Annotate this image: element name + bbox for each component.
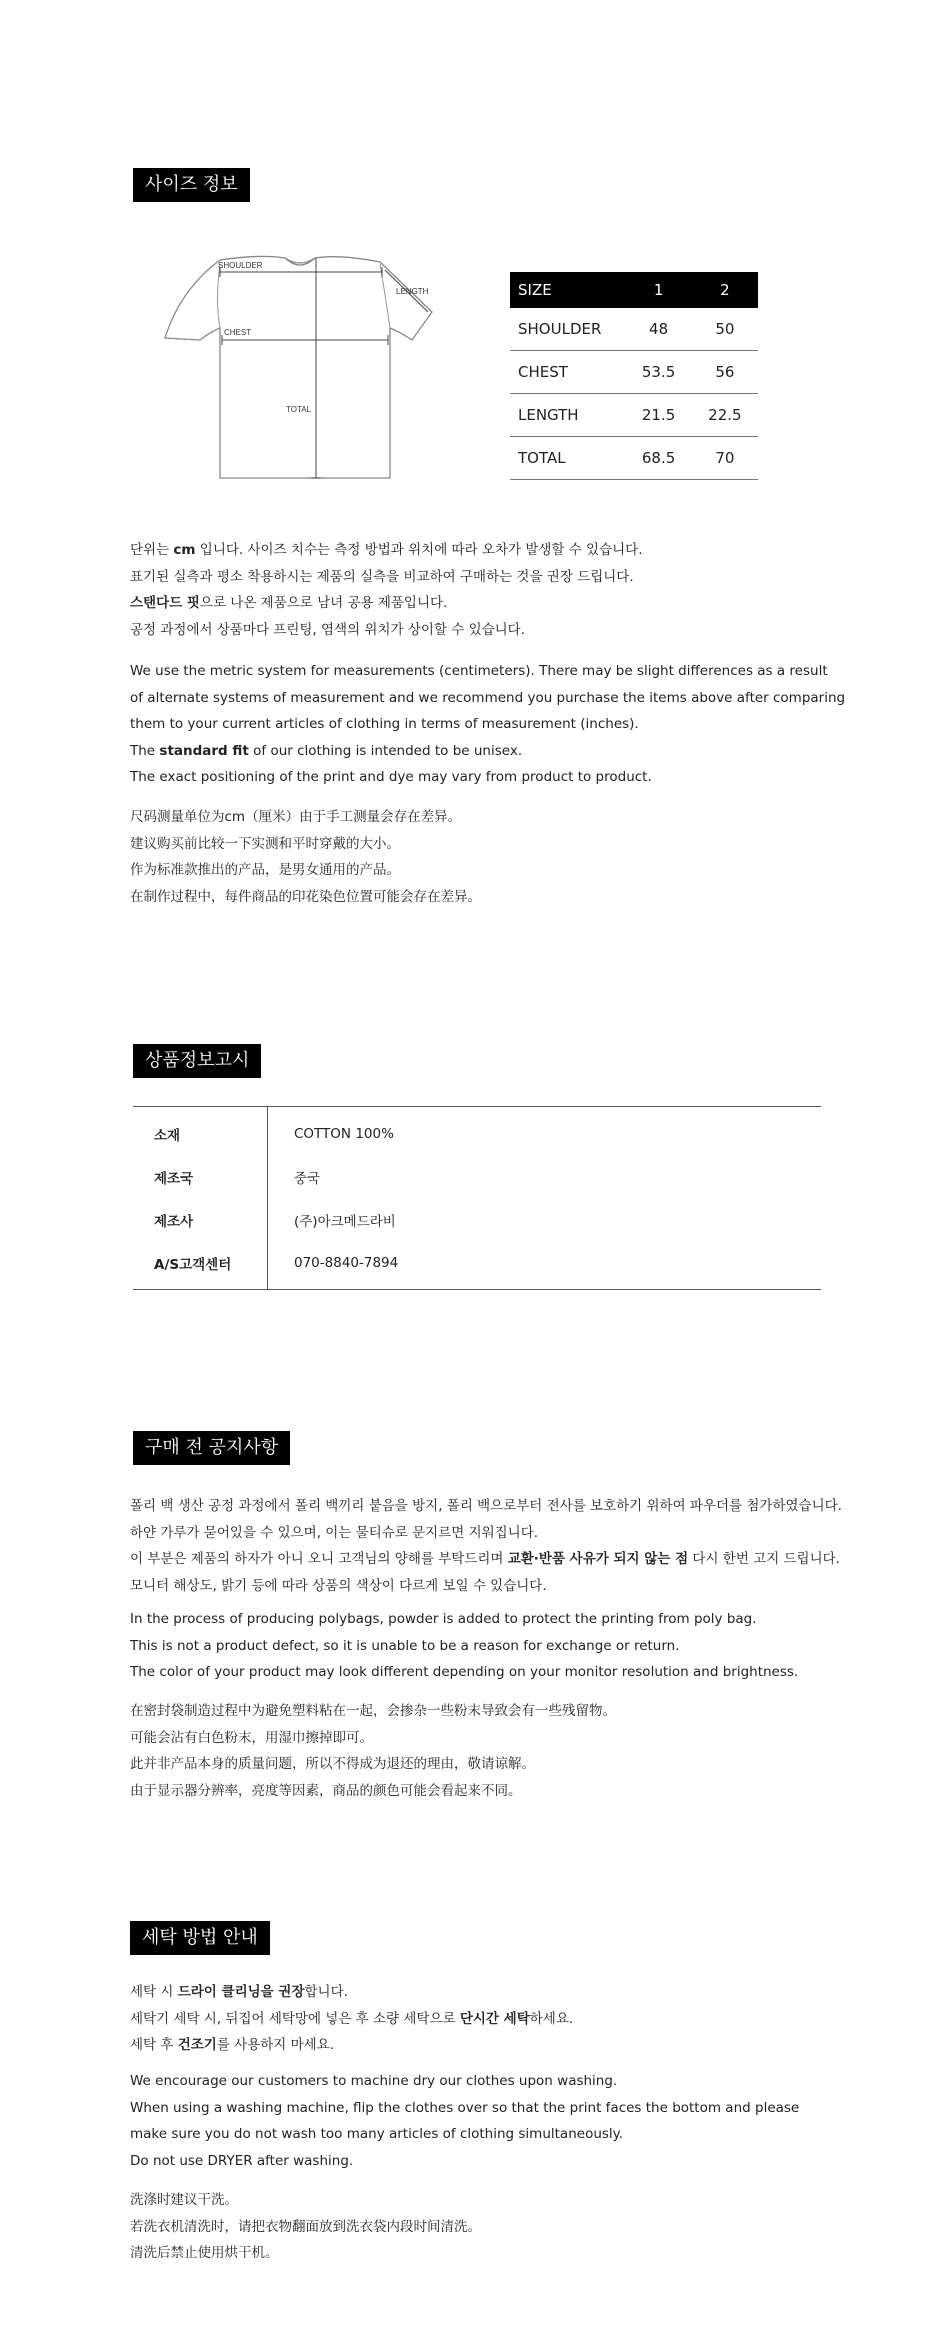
table-cell: 48: [625, 308, 691, 351]
washing-notes-en: [130, 2068, 799, 2174]
size-notes-en: [130, 658, 845, 791]
note-line: We use the metric system for measurements (centimeters). There may be slight differences as a result: [130, 663, 828, 679]
note-line: Do not use DRYER after washing.: [130, 2152, 354, 2169]
note-line: 표기된 실측과 평소 착용하시는 제품의 실측을 비교하여 구매하는 것을 권장 드립니다.: [130, 568, 634, 585]
note-line: 在密封袋制造过程中为避免塑料粘在一起，会掺杂一些粉末导致会有一些残留物。: [130, 1703, 616, 1719]
table-row: [133, 1241, 821, 1290]
note-line: 尺码测量单位为cm（厘米）由于手工测量会存在差异。: [130, 809, 462, 825]
table-cell: 68.5: [625, 437, 691, 480]
note-line: 모니터 해상도, 밝기 등에 따라 상품의 색상이 다르게 보일 수 있습니다.: [130, 1577, 547, 1594]
notice-title: 구매 전 공지사항: [133, 1431, 290, 1465]
note-line: 清洗后禁止使用烘干机。: [130, 2245, 279, 2261]
note-line: make sure you do not wash too many articles of clothing simultaneously.: [130, 2126, 624, 2142]
table-row: [133, 1198, 821, 1241]
table-cell: 22.5: [692, 394, 758, 437]
note-line: 若洗衣机清洗时，请把衣物翻面放到洗衣袋内段时间清洗。: [130, 2218, 481, 2235]
washing-title: 세탁 방법 안내: [130, 1921, 270, 1955]
table-row: [510, 394, 758, 437]
table-row: [133, 1107, 821, 1156]
diagram-label-length: LENGTH: [396, 287, 429, 296]
note-line: The color of your product may look different depending on your monitor resolution and brightness.: [130, 1664, 799, 1680]
product-info-title: 상품정보고시: [133, 1044, 261, 1078]
note-line: 洗涤时建议干洗。: [130, 2192, 238, 2208]
table-row: [510, 308, 758, 351]
tshirt-measurement-diagram: [160, 250, 440, 490]
note-line: We encourage our customers to machine dry our clothes upon washing.: [130, 2073, 618, 2089]
note-line: 공정 과정에서 상품마다 프린팅, 염색의 위치가 상이할 수 있습니다.: [130, 621, 526, 638]
table-row: [510, 351, 758, 394]
note-line: 하얀 가루가 묻어있을 수 있으며, 이는 물티슈로 문지르면 지워집니다.: [130, 1524, 539, 1541]
diagram-label-chest: CHEST: [224, 328, 252, 337]
note-line: of alternate systems of measurement and we recommend you purchase the items above after comparing: [130, 689, 846, 706]
info-value: 070-8840-7894: [294, 1254, 399, 1271]
info-key: A/S고객센터: [133, 1241, 268, 1290]
diagram-label-total: TOTAL: [286, 405, 312, 414]
note-line: 세탁기 세탁 시, 뒤집어 세탁망에 넣은 후 소량 세탁으로 단시간 세탁하세요.: [130, 2010, 574, 2027]
notice-notes-zh: [130, 1698, 616, 1804]
note-line: 作为标准款推出的产品，是男女通用的产品。: [130, 862, 400, 878]
note-line: 可能会沾有白色粉末，用湿巾擦掉即可。: [130, 1729, 373, 1746]
size-table-header: [510, 272, 758, 308]
size-header-label: SIZE: [510, 272, 625, 308]
table-row: [510, 437, 758, 480]
washing-notes-ko: [130, 1979, 573, 2059]
product-info-table: [133, 1106, 821, 1290]
row-label: LENGTH: [510, 394, 625, 437]
info-value: COTTON 100%: [294, 1125, 394, 1142]
info-key: 제조국: [133, 1155, 268, 1198]
table-row: [133, 1155, 821, 1198]
info-key: 소재: [133, 1107, 268, 1156]
note-line: 세탁 후 건조기를 사용하지 마세요.: [130, 2037, 335, 2053]
table-cell: 53.5: [625, 351, 691, 394]
note-line: 이 부분은 제품의 하자가 아니 오니 고객님의 양해를 부탁드리며 교환·반품 사유가 되지 않는 점 다시 한번 고지 드립니다.: [130, 1551, 840, 1567]
size-info-title: 사이즈 정보: [133, 168, 250, 202]
table-cell: 70: [692, 437, 758, 480]
notice-notes-en: [130, 1606, 798, 1686]
note-line: 스탠다드 핏으로 나온 제품으로 남녀 공용 제품입니다.: [130, 595, 448, 611]
info-value: 중국: [294, 1170, 321, 1187]
note-line: 在制作过程中，每件商品的印花染色位置可能会存在差异。: [130, 888, 481, 905]
note-line: them to your current articles of clothing in terms of measurement (inches).: [130, 716, 639, 732]
note-line: In the process of producing polybags, powder is added to protect the printing from poly bag.: [130, 1611, 757, 1627]
note-line: The standard fit of our clothing is intended to be unisex.: [130, 742, 523, 759]
size-table: [510, 272, 758, 480]
note-line: This is not a product defect, so it is unable to be a reason for exchange or return.: [130, 1637, 680, 1654]
size-notes-zh: [130, 804, 481, 910]
note-line: When using a washing machine, flip the clothes over so that the print faces the bottom and please: [130, 2099, 800, 2116]
row-label: CHEST: [510, 351, 625, 394]
table-cell: 50: [692, 308, 758, 351]
note-line: 由于显示器分辨率，亮度等因素，商品的颜色可能会看起来不同。: [130, 1782, 522, 1799]
info-key: 제조사: [133, 1198, 268, 1241]
info-value: (주)아크메드라비: [294, 1213, 396, 1230]
note-line: 세탁 시 드라이 클리닝을 권장합니다.: [130, 1984, 348, 2000]
diagram-label-shoulder: SHOULDER: [218, 261, 263, 270]
note-line: The exact positioning of the print and dye may vary from product to product.: [130, 769, 652, 785]
table-cell: 21.5: [625, 394, 691, 437]
washing-notes-zh: [130, 2187, 481, 2267]
size-header-1: 1: [625, 272, 691, 308]
size-notes-ko: [130, 537, 643, 643]
note-line: 此并非产品本身的质量问题，所以不得成为退还的理由，敬请谅解。: [130, 1756, 535, 1772]
note-line: 폴리 백 생산 공정 과정에서 폴리 백끼리 붙음을 방지, 폴리 백으로부터 전사를 보호하기 위하여 파우더를 첨가하였습니다.: [130, 1498, 842, 1514]
row-label: SHOULDER: [510, 308, 625, 351]
row-label: TOTAL: [510, 437, 625, 480]
note-line: 단위는 cm 입니다. 사이즈 치수는 측정 방법과 위치에 따라 오차가 발생할 수 있습니다.: [130, 542, 643, 558]
notice-notes-ko: [130, 1493, 842, 1599]
table-cell: 56: [692, 351, 758, 394]
size-header-2: 2: [692, 272, 758, 308]
note-line: 建议购买前比较一下实测和平时穿戴的大小。: [130, 835, 400, 852]
